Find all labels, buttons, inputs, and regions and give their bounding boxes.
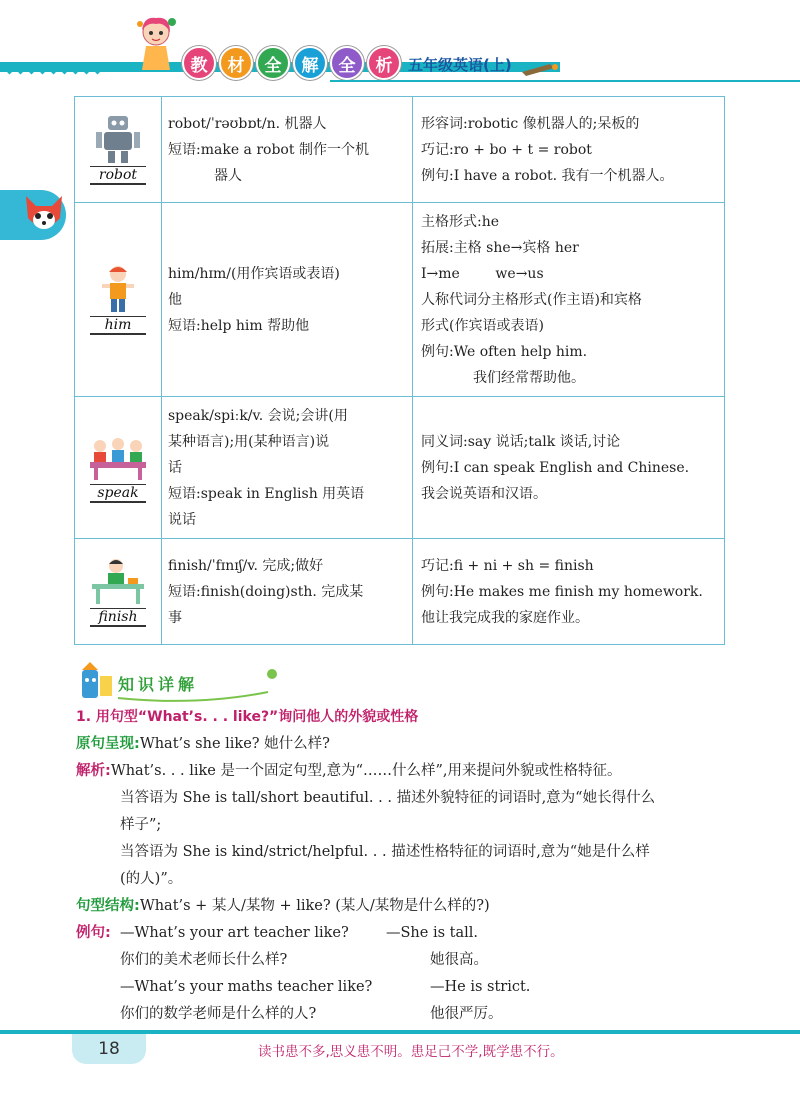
structure-text: What’s + 某人/某物 + like? (某人/某物是什么样的?) — [139, 898, 490, 914]
example-row — [76, 974, 726, 1001]
fox-mascot-icon — [22, 192, 66, 238]
analysis-block — [76, 758, 726, 893]
extension-line: 人称代词分主格形式(作主语)和宾格 — [421, 291, 642, 308]
vocab-extension-cell — [413, 539, 725, 645]
definition-line: 短语:make a robot 制作一个机 — [168, 141, 369, 158]
title-char: 解 — [293, 46, 327, 80]
people-talking-icon — [86, 432, 150, 482]
example-question: —What’s your art teacher like? — [120, 925, 349, 941]
definition-line: finish/ˈfɪnɪʃ/v. 完成;做好 — [168, 557, 324, 574]
example-row — [76, 1001, 726, 1028]
table-row — [75, 539, 725, 645]
title-char: 材 — [219, 46, 253, 80]
definition-line: 短语:finish(doing)sth. 完成某 — [168, 583, 364, 600]
original-sentence — [76, 731, 726, 758]
extension-line: 他让我完成我的家庭作业。 — [421, 609, 589, 626]
examples-block — [76, 920, 726, 1028]
vocab-definition-cell — [162, 97, 413, 203]
page-number: 18 — [72, 1034, 146, 1064]
example-question: 你们的数学老师是什么样的人? — [120, 1006, 317, 1022]
title-char: 教 — [182, 46, 216, 80]
vocab-image-cell — [75, 203, 162, 397]
extension-line: I→me we→us — [421, 265, 544, 282]
structure-block — [76, 893, 726, 920]
table-row — [75, 203, 725, 397]
extension-line: 形式(作宾语或表语) — [421, 317, 544, 334]
header-rule — [330, 80, 800, 82]
definition-line: 说话 — [168, 511, 196, 528]
vocab-definition-cell — [162, 203, 413, 397]
definition-line: 短语:speak in English 用英语 — [168, 485, 365, 502]
pencil-character-icon — [74, 662, 116, 702]
definition-line: robot/ˈrəʊbɒt/n. 机器人 — [168, 115, 327, 132]
analysis-line: 当答语为 She is kind/strict/helpful. . . 描述性格特征的词语时,意为“她是什么样 — [120, 844, 650, 860]
example-answer: 他很严厉。 — [430, 1006, 503, 1022]
vocab-word-label: him — [90, 316, 146, 335]
vocab-extension-cell — [413, 397, 725, 539]
extension-line: 形容词:robotic 像机器人的;呆板的 — [421, 115, 640, 132]
extension-line: 例句:We often help him. — [421, 343, 588, 360]
vocab-definition-cell — [162, 397, 413, 539]
example-row — [76, 947, 726, 974]
extension-line: 拓展:主格 she→宾格 her — [421, 239, 579, 256]
vocab-image-cell — [75, 397, 162, 539]
analysis-line: (的人)”。 — [120, 871, 183, 887]
example-label: 例句: — [76, 925, 111, 941]
example-answer: —She is tall. — [386, 925, 479, 941]
example-answer: —He is strict. — [430, 979, 531, 995]
book-subtitle: 五年级英语(上) — [408, 56, 512, 74]
page-header — [0, 0, 800, 95]
book-title — [182, 46, 401, 80]
definition-line: 事 — [168, 609, 182, 626]
vocab-extension-cell — [413, 203, 725, 397]
extension-line: 例句:He makes me finish my homework. — [421, 583, 703, 600]
boy-icon — [86, 264, 150, 314]
extension-line: 巧记:fi + ni + sh = finish — [421, 557, 594, 574]
vocab-word-label: speak — [90, 484, 146, 503]
extension-line: 主格形式:he — [421, 213, 500, 230]
definition-line: him/hɪm/(用作宾语或表语) — [168, 265, 340, 282]
original-label: 原句呈现: — [76, 736, 140, 752]
vocab-table — [74, 96, 725, 645]
vocab-definition-cell — [162, 539, 413, 645]
extension-line: 例句:I have a robot. 我有一个机器人。 — [421, 167, 674, 184]
example-question: —What’s your maths teacher like? — [120, 979, 373, 995]
extension-line: 我会说英语和汉语。 — [421, 485, 547, 502]
footer-motto: 读书患不多,思义患不明。患足己不学,既学患不行。 — [258, 1044, 564, 1060]
definition-line: 他 — [168, 291, 182, 308]
definition-line: 话 — [168, 459, 182, 476]
robot-icon — [86, 114, 150, 164]
structure-label: 句型结构: — [76, 898, 140, 914]
section-heading-label: 知识详解 — [118, 675, 199, 694]
analysis-line: 样子”; — [120, 817, 162, 833]
extension-line: 巧记:ro + bo + t = robot — [421, 141, 592, 158]
definition-line: 器人 — [214, 167, 242, 184]
table-row — [75, 397, 725, 539]
section-heading — [74, 662, 274, 702]
knowledge-point — [76, 704, 726, 1028]
title-char: 析 — [367, 46, 401, 80]
original-text: What’s she like? 她什么样? — [139, 736, 330, 752]
student-desk-icon — [86, 556, 150, 606]
girl-mascot-icon — [132, 14, 180, 76]
table-row — [75, 97, 725, 203]
definition-line: speak/spiːk/v. 会说;会讲(用 — [168, 407, 348, 424]
title-char: 全 — [256, 46, 290, 80]
vocab-word-label: robot — [90, 166, 146, 185]
example-answer: 她很高。 — [430, 952, 488, 968]
definition-line: 某种语言);用(某种语言)说 — [168, 433, 330, 450]
point-title: 1. 用句型“What’s. . . like?”询问他人的外貌或性格 — [76, 709, 419, 725]
vocab-word-label: finish — [90, 608, 146, 627]
title-char: 全 — [330, 46, 364, 80]
vocab-extension-cell — [413, 97, 725, 203]
pencil-icon — [520, 60, 560, 76]
extension-line: 我们经常帮助他。 — [473, 369, 585, 386]
vocab-image-cell — [75, 97, 162, 203]
definition-line: 短语:help him 帮助他 — [168, 317, 310, 334]
analysis-label: 解析: — [76, 763, 111, 779]
example-question: 你们的美术老师长什么样? — [120, 952, 288, 968]
side-tab — [0, 190, 66, 240]
analysis-line: What’s. . . like 是一个固定句型,意为“……什么样”,用来提问外貌或性格特征。 — [110, 763, 622, 779]
example-row — [76, 920, 726, 947]
extension-line: 同义词:say 说话;talk 谈话,讨论 — [421, 433, 621, 450]
analysis-line: 当答语为 She is tall/short beautiful. . . 描述外貌特征的词语时,意为“她长得什么 — [120, 790, 656, 806]
extension-line: 例句:I can speak English and Chinese. — [421, 459, 690, 476]
vocab-image-cell — [75, 539, 162, 645]
